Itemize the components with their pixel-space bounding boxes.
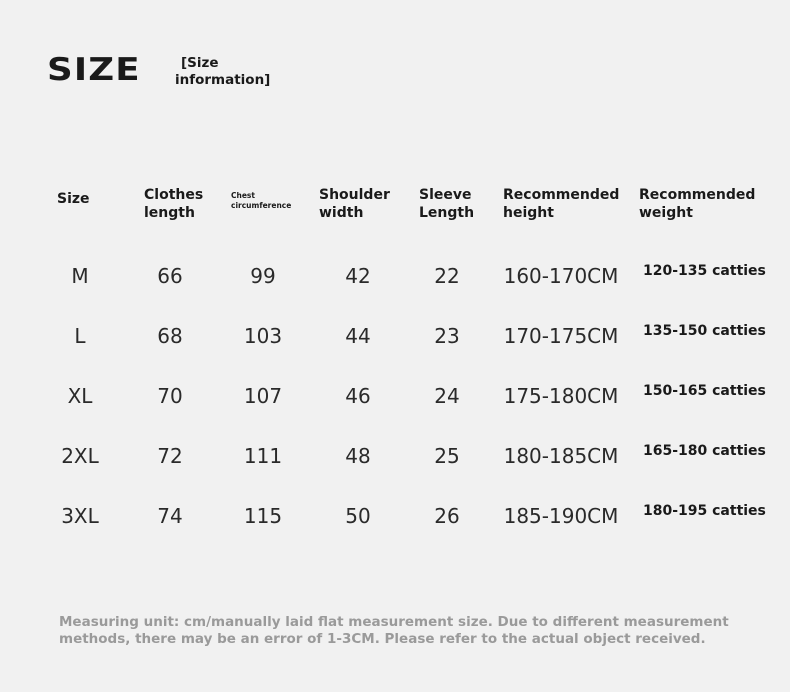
cell-clothes-length: 68 bbox=[157, 324, 183, 348]
cell-height: 160-170CM bbox=[503, 264, 619, 288]
cell-shoulder: 46 bbox=[345, 384, 371, 408]
measurement-note: Measuring unit: cm/manually laid flat measurement size. Due to different measurement methods, there may be an error of 1-3CM. Please refer to the actual object received. bbox=[59, 614, 729, 647]
header-size: Size bbox=[57, 191, 90, 207]
subtitle-line-2: information] bbox=[175, 72, 271, 88]
cell-sleeve: 25 bbox=[434, 444, 460, 468]
subtitle-line-1: [Size bbox=[181, 55, 219, 71]
cell-weight: 150-165 catties bbox=[643, 383, 766, 399]
cell-chest: 111 bbox=[243, 444, 283, 468]
cell-shoulder: 48 bbox=[345, 444, 371, 468]
cell-size: L bbox=[74, 324, 86, 348]
header-sleeve-length: Sleeve Length bbox=[419, 187, 475, 221]
cell-weight: 120-135 catties bbox=[643, 263, 766, 279]
cell-shoulder: 42 bbox=[345, 264, 371, 288]
cell-chest: 103 bbox=[243, 324, 283, 348]
cell-clothes-length: 66 bbox=[157, 264, 183, 288]
cell-size: M bbox=[71, 264, 89, 288]
cell-size: XL bbox=[67, 384, 93, 408]
page-title: SIZE bbox=[47, 52, 141, 88]
page-subtitle bbox=[175, 55, 270, 89]
header-chest-circumference: Chest circumference bbox=[231, 191, 292, 210]
cell-weight: 180-195 catties bbox=[643, 503, 766, 519]
cell-sleeve: 24 bbox=[434, 384, 460, 408]
cell-clothes-length: 74 bbox=[157, 504, 183, 528]
cell-clothes-length: 70 bbox=[157, 384, 183, 408]
cell-size: 3XL bbox=[61, 504, 99, 528]
cell-height: 180-185CM bbox=[503, 444, 619, 468]
cell-chest: 107 bbox=[243, 384, 283, 408]
cell-chest: 99 bbox=[250, 264, 276, 288]
header-recommended-height: Recommended height bbox=[503, 187, 620, 221]
cell-shoulder: 44 bbox=[345, 324, 371, 348]
cell-chest: 115 bbox=[243, 504, 283, 528]
header-clothes-length: Clothes length bbox=[144, 187, 204, 221]
cell-sleeve: 26 bbox=[434, 504, 460, 528]
header-recommended-weight: Recommended weight bbox=[639, 187, 756, 221]
header-shoulder-width: Shoulder width bbox=[319, 187, 390, 221]
cell-height: 170-175CM bbox=[503, 324, 619, 348]
cell-sleeve: 23 bbox=[434, 324, 460, 348]
cell-size: 2XL bbox=[61, 444, 99, 468]
cell-height: 175-180CM bbox=[503, 384, 619, 408]
cell-clothes-length: 72 bbox=[157, 444, 183, 468]
cell-shoulder: 50 bbox=[345, 504, 371, 528]
cell-height: 185-190CM bbox=[503, 504, 619, 528]
cell-weight: 135-150 catties bbox=[643, 323, 766, 339]
cell-weight: 165-180 catties bbox=[643, 443, 766, 459]
cell-sleeve: 22 bbox=[434, 264, 460, 288]
